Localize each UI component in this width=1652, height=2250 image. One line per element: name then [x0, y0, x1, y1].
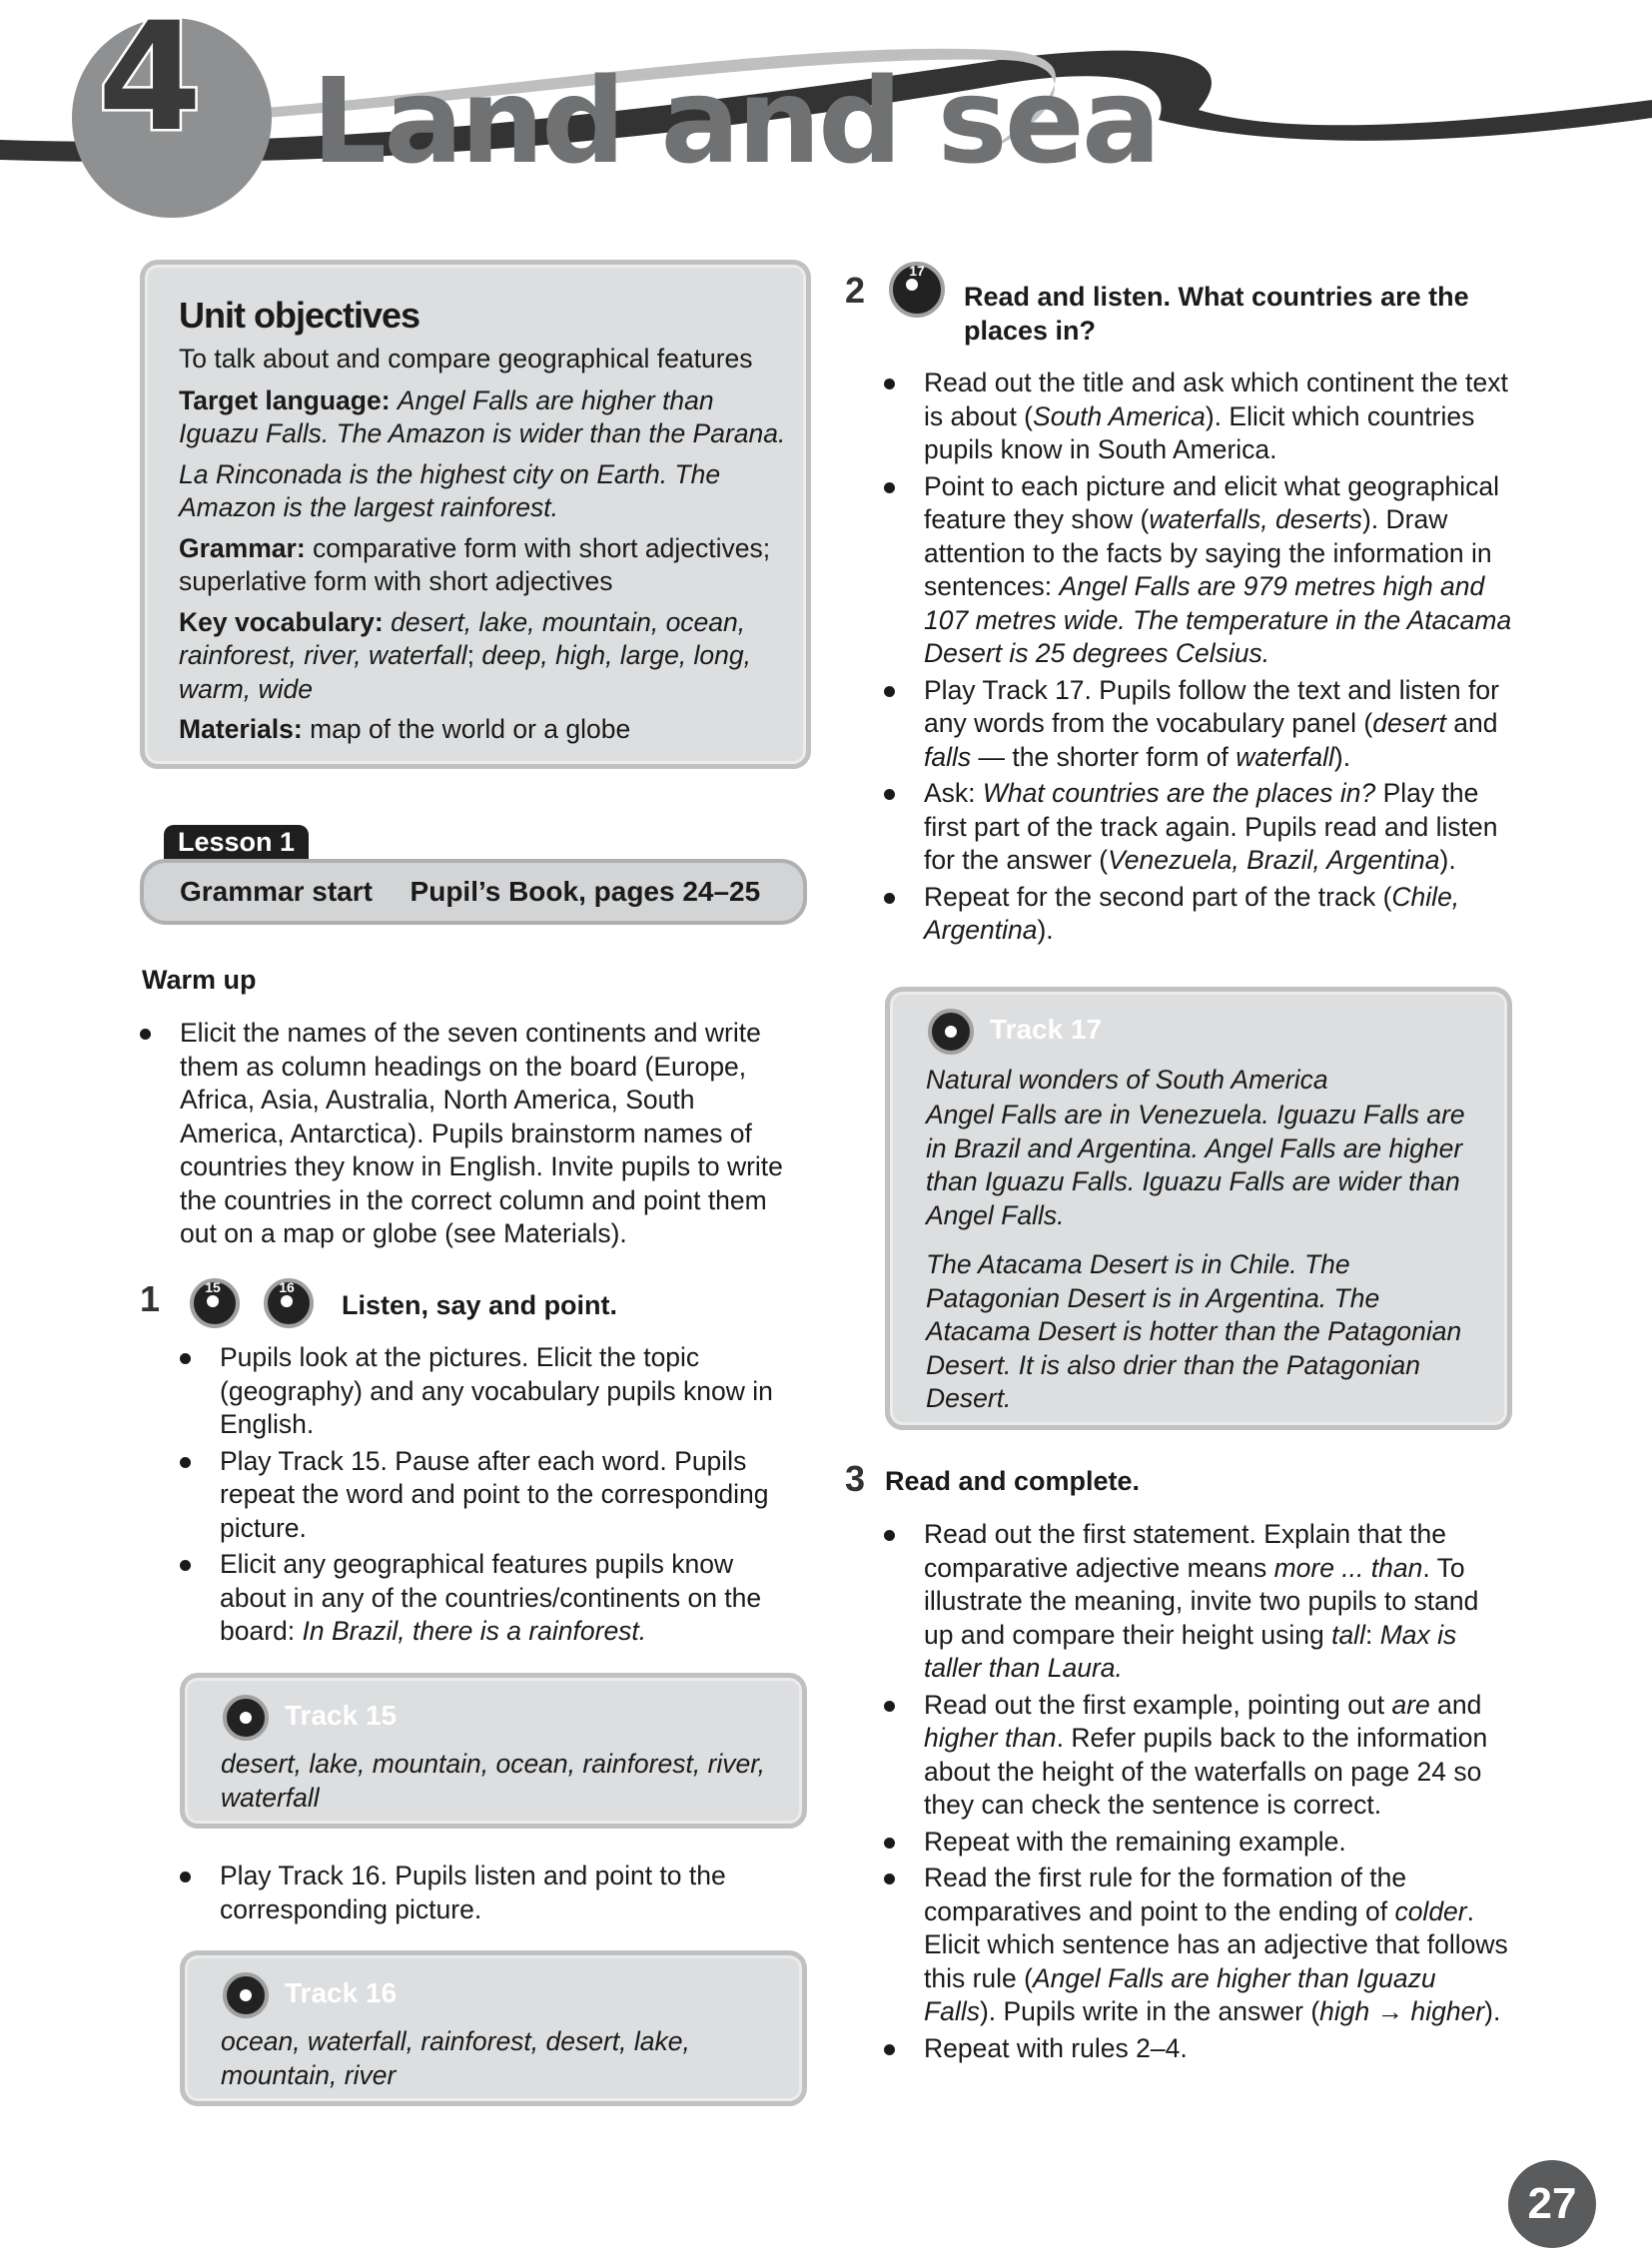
cd-track-number: 15	[205, 1279, 221, 1295]
exercise-2-number: 2	[845, 270, 866, 311]
exercise-3-list	[924, 1518, 1513, 2065]
track-15-text: desert, lake, mountain, ocean, rainforest, river, waterfall	[221, 1749, 765, 1813]
track-17-subtitle: Natural wonders of South America	[926, 1065, 1328, 1095]
objectives-target-2: La Rinconada is the highest city on Earth. The Amazon is the largest rainforest.	[179, 458, 721, 522]
cd-track-number: 17	[909, 263, 925, 279]
list-item: Read out the first example, pointing out are and higher than. Refer pupils back to the information about the height of the waterfalls on page 24 so they can check the sentence is correct.	[924, 1689, 1513, 1823]
objectives-vocab: Key vocabulary: desert, lake, mountain, ocean, rainforest, river, waterfall; deep, high, large, long, warm, wide	[179, 606, 752, 704]
objectives-target: Target language: Angel Falls are higher than Iguazu Falls. The Amazon is wider than the Parana.	[179, 384, 786, 448]
unit-objectives-panel	[140, 260, 811, 769]
cd-icon	[264, 1278, 314, 1328]
list-item: Play Track 17. Pupils follow the text and listen for any words from the vocabulary panel (desert and falls — the shorter form of waterfall).	[924, 674, 1523, 775]
track-17-title: Track 17	[990, 1014, 1103, 1045]
lesson-book-ref: Pupil’s Book, pages 24–25	[410, 876, 761, 907]
exercise-3-number: 3	[845, 1458, 866, 1499]
exercise-1-heading: Listen, say and point.	[342, 1290, 618, 1320]
list-item: Read out the title and ask which continent the text is about (South America). Elicit which countries pupils know in South America.	[924, 367, 1523, 467]
exercise-2-list	[924, 367, 1523, 948]
list-item: Play Track 16. Pupils listen and point to the corresponding picture.	[220, 1860, 779, 1926]
track-16-text: ocean, waterfall, rainforest, desert, lake, mountain, river	[221, 2026, 690, 2090]
list-item: Ask: What countries are the places in? Play the first part of the track again. Pupils read and listen for the answer (Venezuela, Brazil, Argentina).	[924, 777, 1523, 878]
list-item: Read the first rule for the formation of the comparatives and point to the ending of colder. Elicit which sentence has an adjective that follows this rule (Angel Falls are higher than Iguazu Falls). Pupils write in the answer (high → higher).	[924, 1862, 1513, 2029]
list-item: Elicit any geographical features pupils know about in any of the countries/continents on the board: In Brazil, there is a rainforest.	[220, 1548, 799, 1649]
list-item: Read out the first statement. Explain that the comparative adjective means more ... than. To illustrate the meaning, invite two pupils to stand up and compare their height using tall: Max is taller than Laura.	[924, 1518, 1513, 1686]
exercise-1-number: 1	[140, 1278, 161, 1319]
page-number: 27	[1527, 2179, 1577, 2228]
track-17-paragraph: Angel Falls are in Venezuela. Iguazu Falls are in Brazil and Argentina. Angel Falls are higher than Iguazu Falls. Iguazu Falls are wider than Angel Falls.	[926, 1100, 1465, 1230]
lesson-bar	[140, 859, 807, 925]
warmup-list	[180, 1017, 799, 1251]
warmup-heading: Warm up	[142, 965, 257, 995]
list-item: Repeat with the remaining example.	[924, 1826, 1513, 1860]
unit-number: 4	[97, 0, 203, 165]
lesson-title: Grammar start	[180, 876, 373, 907]
lesson-tab: Lesson 1	[164, 825, 309, 859]
objectives-heading: Unit objectives	[179, 295, 420, 336]
list-item: Pupils look at the pictures. Elicit the topic (geography) and any vocabulary pupils know in English.	[220, 1341, 799, 1442]
cd-icon	[223, 1972, 269, 2018]
unit-title: Land and sea	[312, 52, 1159, 190]
exercise-2-heading: Read and listen. What countries are the places in?	[964, 282, 1469, 346]
list-item: Play Track 15. Pause after each word. Pupils repeat the word and point to the corresponding picture.	[220, 1445, 799, 1546]
objectives-materials: Materials: map of the world or a globe	[179, 714, 631, 744]
list-item: Repeat with rules 2–4.	[924, 2032, 1513, 2066]
page-number-badge	[1508, 2160, 1596, 2248]
list-item: Repeat for the second part of the track (Chile, Argentina).	[924, 881, 1523, 948]
track-15-panel	[180, 1673, 807, 1829]
objectives-grammar: Grammar: comparative form with short adjectives; superlative form with short adjectives	[179, 532, 771, 596]
track-17-panel	[885, 987, 1512, 1430]
cd-icon	[889, 262, 945, 318]
cd-icon	[928, 1009, 974, 1055]
track-15-title: Track 15	[285, 1700, 398, 1731]
cd-icon	[223, 1695, 269, 1741]
warmup-item: Elicit the names of the seven continents and write them as column headings on the board (Europe, Africa, Asia, Australia, North America, South America, Antarctica). Pupils brainstorm names of countries they know in English. Invite pupils to write the countries in the correct column and point them out on a map or globe (see Materials).	[180, 1017, 799, 1251]
objectives-intro: To talk about and compare geographical features	[179, 344, 753, 374]
track-16-panel	[180, 1950, 807, 2106]
exercise-1-list	[220, 1341, 799, 1649]
track-17-paragraph: The Atacama Desert is in Chile. The Patagonian Desert is in Argentina. The Atacama Desert is hotter than the Patagonian Desert. It is also drier than the Patagonian Desert.	[926, 1249, 1462, 1413]
track-16-title: Track 16	[285, 1977, 398, 2008]
cd-icon	[190, 1278, 240, 1328]
exercise-1-list-2	[220, 1860, 779, 1926]
cd-track-number: 16	[279, 1279, 295, 1295]
exercise-3-heading: Read and complete.	[885, 1466, 1141, 1496]
list-item: Point to each picture and elicit what geographical feature they show (waterfalls, deserts). Draw attention to the facts by saying the information in sentences: Angel Falls are 979 metres high and 107 metres wide. The temperature in the Atacama Desert is 25 degrees Celsius.	[924, 470, 1523, 671]
